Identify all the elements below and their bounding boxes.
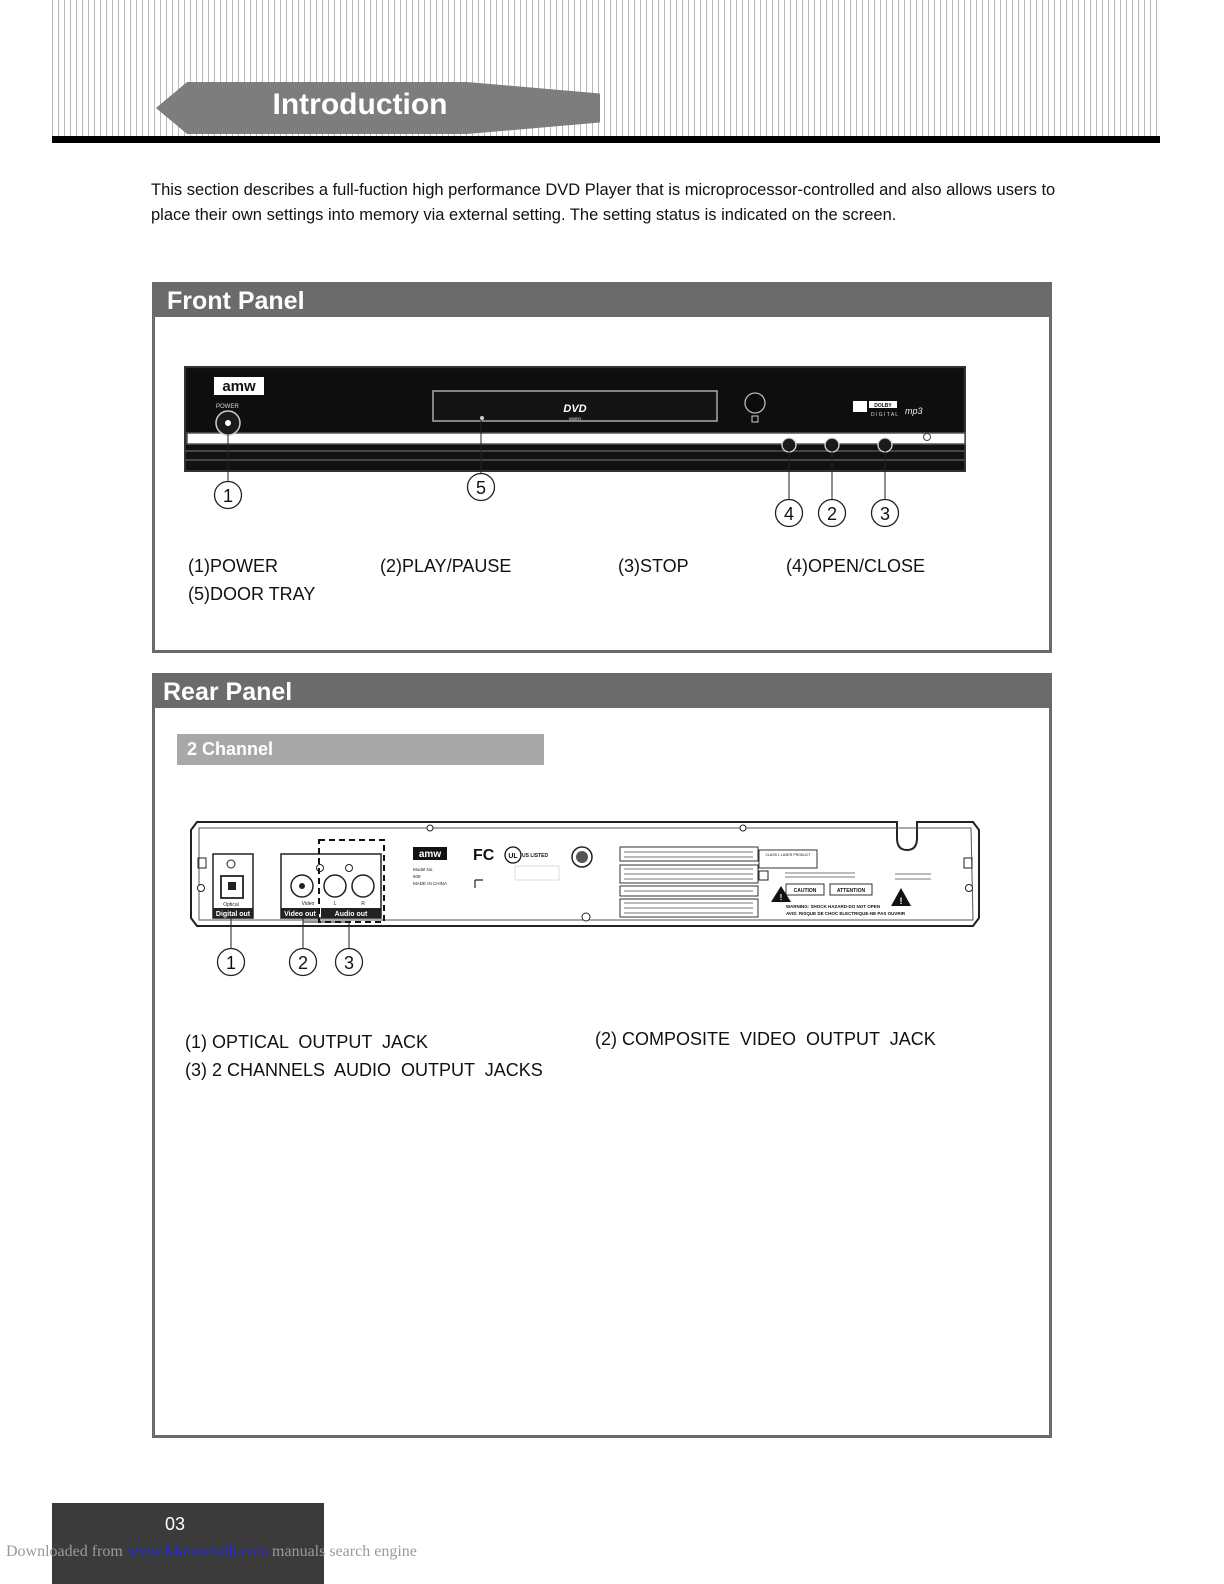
- front-panel-title: Front Panel: [167, 287, 305, 315]
- power-label: POWER: [216, 404, 239, 410]
- svg-text:!: !: [899, 896, 903, 906]
- avis-text: AVIS: RISQUE DE CHOC ELECTRIQUE-NE PAS OUVRIR: [786, 911, 906, 916]
- laser-label: CLASS 1 LASER PRODUCT: [765, 853, 811, 857]
- made-in-label: MADE IN CHINA: [413, 881, 448, 886]
- open-close-button: [782, 438, 796, 452]
- dvd-logo: DVD: [563, 403, 587, 415]
- intro-paragraph: This section describes a full-fuction high performance DVD Player that is microprocessor-controlled and also allows users to place their own settings into memory via external setting. The setting status is indicated on the screen.: [151, 181, 1056, 224]
- rear-brand-logo: amw: [418, 849, 442, 860]
- play-pause-button: [825, 438, 839, 452]
- digital-out-label: Digital out: [215, 911, 251, 918]
- svg-text:!: !: [779, 893, 783, 902]
- front-callout-5: 5: [475, 478, 487, 498]
- rear-label-composite-video: (2) COMPOSITE VIDEO OUTPUT JACK: [595, 1029, 936, 1049]
- front-label-stop: (3)STOP: [618, 556, 689, 576]
- dvd-video-label: VIDEO: [568, 416, 582, 421]
- audio-right-label: R: [361, 901, 365, 907]
- model-number: 509: [413, 874, 421, 879]
- audio-left-label: L: [333, 901, 337, 907]
- front-label-power: (1)POWER: [188, 556, 278, 576]
- mp3-logo: mp3: [905, 406, 923, 416]
- fcc-logo: FC: [473, 847, 495, 864]
- attention-label: ATTENTION: [836, 888, 866, 894]
- rear-callout-2: 2: [297, 953, 309, 973]
- download-note: [6, 1543, 417, 1561]
- ir-sensor: [745, 393, 765, 413]
- rear-panel-section: [152, 673, 1052, 1438]
- front-brand-logo: amw: [222, 378, 256, 395]
- us-listed-label: US LISTED: [522, 853, 549, 859]
- rear-panel-header: [155, 676, 1049, 708]
- front-label-open-close: (4)OPEN/CLOSE: [786, 556, 926, 576]
- page-title: Introduction: [272, 88, 448, 121]
- front-label-door-tray: (5)DOOR TRAY: [188, 584, 316, 604]
- audio-right-jack: [352, 875, 374, 897]
- audio-out-label: Audio out: [334, 911, 368, 918]
- front-callout-2: 2: [826, 504, 838, 524]
- front-callout-1: 1: [222, 486, 234, 506]
- optical-label: Optical: [223, 902, 239, 908]
- ul-logo: UL: [508, 853, 518, 860]
- download-prefix: Downloaded from: [6, 1543, 127, 1560]
- dolby-logo: DOLBY: [874, 403, 892, 409]
- warning-text: WARNING: SHOCK HAZARD-DO NOT OPEN: [786, 904, 880, 909]
- model-label: Model No.: [413, 867, 434, 872]
- front-callout-4: 4: [783, 504, 795, 524]
- manualslib-link[interactable]: www.Manualslib.com: [126, 1543, 269, 1560]
- rear-callout-1: 1: [225, 953, 237, 973]
- front-panel-section: [152, 282, 1052, 653]
- front-label-play-pause: (2)PLAY/PAUSE: [380, 556, 512, 576]
- rear-label-optical: (1) OPTICAL OUTPUT JACK: [185, 1032, 429, 1052]
- front-panel-header: [155, 285, 1049, 317]
- rear-label-audio: (3) 2 CHANNELS AUDIO OUTPUT JACKS: [185, 1060, 543, 1080]
- caution-label: CAUTION: [793, 888, 817, 894]
- rear-panel-diagram: [155, 810, 1049, 980]
- rear-callout-3: 3: [343, 953, 355, 973]
- page-number: 03: [164, 1514, 186, 1534]
- download-suffix: manuals search engine: [268, 1543, 417, 1560]
- stop-button: [878, 438, 892, 452]
- subsection-banner: 2 Channel: [177, 734, 544, 765]
- front-panel-diagram: [155, 317, 1049, 577]
- rear-panel-title: Rear Panel: [163, 678, 293, 706]
- front-callout-3: 3: [879, 504, 891, 524]
- audio-left-jack: [324, 875, 346, 897]
- header-rule: [52, 136, 1160, 143]
- video-out-label: Video out: [284, 911, 316, 918]
- dolby-digital-label: D I G I T A L: [871, 412, 899, 418]
- video-small-label: Video: [301, 901, 315, 907]
